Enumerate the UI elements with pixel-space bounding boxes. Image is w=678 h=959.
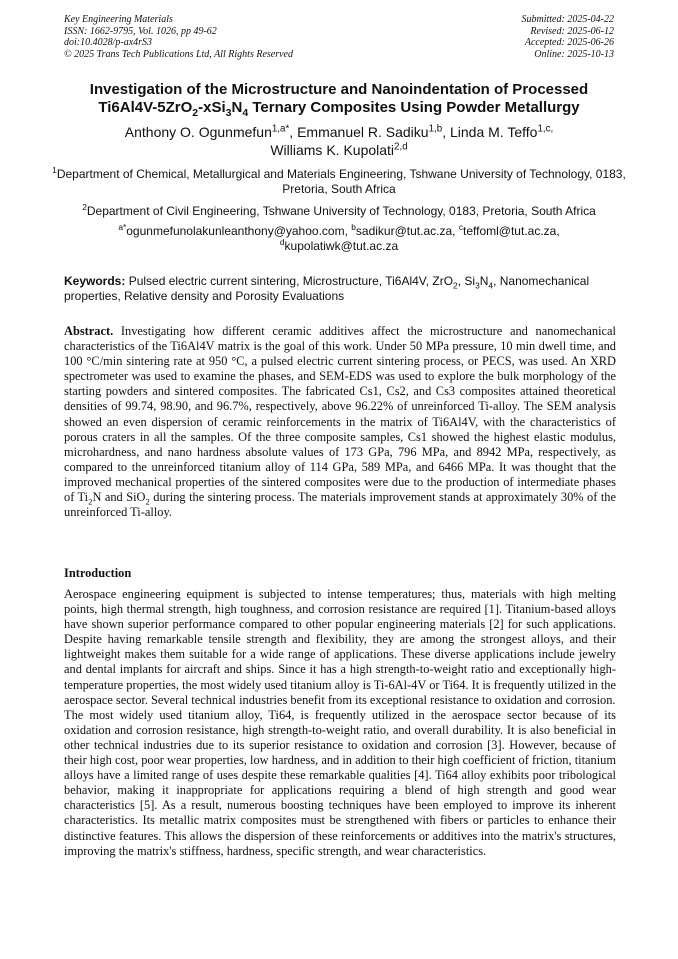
keywords-text: Pulsed electric current sintering, Microstructure, Ti6Al4V, ZrO [125, 274, 454, 288]
journal-issn: ISSN: 1662-9795, Vol. 1026, pp 49-62 [64, 25, 217, 37]
affiliation-text: Department of Civil Engineering, Tshwane University of Technology, 0183, Pretoria, South Africa [86, 204, 596, 218]
abstract-text: N and SiO [92, 490, 146, 505]
keywords [64, 274, 616, 304]
author-separator: , [442, 124, 450, 140]
dates-header [522, 14, 615, 60]
author-affiliation-sup: 2,d [394, 141, 408, 153]
affiliation-1 [50, 167, 628, 197]
email-link[interactable]: sadikur@tut.ac.za, [355, 224, 459, 238]
title-subscript: 3 [225, 107, 232, 119]
journal-name: Key Engineering Materials [64, 14, 173, 25]
author-emails [50, 224, 628, 254]
journal-doi[interactable]: doi:10.4028/p-ax4rS3 [64, 37, 153, 48]
author-affiliation-sup: 1,a* [271, 123, 290, 135]
keywords-text: N [479, 274, 489, 288]
abstract-subscript: 2 [145, 496, 150, 507]
keywords-subscript: 4 [488, 280, 494, 291]
date-revised: Revised: 2025-06-12 [530, 25, 614, 37]
keywords-text: , Nanomechanical properties, Relative density and Porosity Evaluations [64, 274, 590, 303]
email-link[interactable]: teffoml@tut.ac.za, [463, 224, 560, 238]
introduction-body [64, 587, 616, 859]
title-part: -xSi [198, 99, 226, 116]
keywords-subscript: 3 [475, 280, 480, 291]
date-accepted: Accepted: 2025-06-26 [524, 37, 614, 48]
author-line-2 [50, 141, 628, 159]
title-part: Ternary Composites Using Powder Metallurgy [248, 99, 580, 116]
title-part: Ti6Al4V-5ZrO [98, 99, 193, 116]
abstract-text: Investigating how different ceramic additives affect the microstructure and nanomechanical characteristics of the Ti6Al4V matrix is the goal of this work. Under 50 MPa pressure, 10 min dwell time, and 100 °C/min sintering rate at 950 °C, a pulsed electric current sintering process, or PECS, was used. An XRD spectrometer was used to examine the phases, and SEM-EDS was used to explore the bulk morphology of the starting powders and sintered composites. The fabricated Cs1, Cs2, and Cs3 composites attained theoretical densities of 99.74, 98.90, and 96.7%, respectively, above 96.22% of unreinforced Ti-alloy. The SEM analysis showed an even dispersion of ceramic reinforcements in the matrix of Ti6Al4V, with the characteristics of porous craters in all the samples. Of the three composite samples, Cs1 showed the highest elastic modulus, microhardness, and nano hardness absolute values of 173 GPa, 796 MPa, and 8942 MPa, respectively, as compared to the unreinforced titanium alloy of 114 GPa, 589 MPa, and 6466 MPa. It was thought that the improved mechanical properties of the sintered composites were due to the production of intermediate phases of Ti [64, 324, 616, 505]
email-sup: a* [118, 222, 127, 232]
email-line-2 [50, 239, 628, 254]
affiliation-sup: 1 [52, 165, 57, 175]
author-affiliation-sup: 1,c, [537, 123, 554, 135]
title-subscript: 4 [242, 107, 249, 119]
intro-paragraph-1: Aerospace engineering equipment is subjected to intense temperatures; thus, materials with high melting points, high thermal strength, high toughness, and corrosion resistance are required [1]. Titanium-based alloys have shown superior performance compared to other popular engineering materials [2] for such applications. Despite having remarkable tensile strength and flexibility, they are among the strongest alloys, and their lightweight makes them suitable for a wide range of applications. These diverse applications include jewelry and dental implants for aircraft and ships. Since it has a high strength-to-weight ratio and exceptionally high-temperature properties, the most widely used titanium alloy is Ti-6Al-4V or Ti64. It is frequently utilized in the aerospace sector. Several technical industries benefit from its exceptional resistance to oxidation and corrosion. [64, 587, 616, 707]
title-line-2 [50, 99, 628, 117]
author-affiliation-sup: 1,b [428, 123, 443, 135]
abstract-subscript: 2 [88, 496, 93, 507]
keywords-label: Keywords: [64, 274, 126, 288]
intro-paragraph-2: The most widely used titanium alloy, Ti64, is frequently utilized in the aerospace sector because of its oxidation and corrosion resistance, high strength-to-weight ratio, and overall durability. It is also beneficial in other technical industries due to its superior resistance to oxidation and corrosion [3]. However, because of their high cost, poor wear properties, low hardness, and in addition to their high coefficient of friction, titanium alloys have a limited range of uses despite these remarkable qualities [4]. Ti64 alloy exhibits poor tribological behavior, making it inappropriate for applications requiring a blend of high strength and good wear characteristics [5]. As a result, numerous boosting techniques have been employed to improve its inherent characteristics. Its metallic matrix composites must be strengthened with fibers or particles to enhance their distinctive features. This allows the dispersion of these reinforcements or additives into the matrix's structures, improving the matrix's stiffness, hardness, specific strength, and wear characteristics. [64, 707, 616, 858]
author-name: Williams K. Kupolati [270, 142, 395, 158]
paper-title [50, 81, 628, 117]
email-link[interactable]: kupolatiwk@tut.ac.za [284, 239, 399, 253]
title-line-1: Investigation of the Microstructure and Nanoindentation of Processed [89, 81, 589, 98]
keywords-subscript: 2 [453, 280, 458, 291]
email-line-1 [50, 224, 628, 239]
author-name: Emmanuel R. Sadiku [297, 124, 429, 140]
email-sup: c [458, 222, 463, 232]
keywords-text: , Si [457, 274, 476, 288]
title-subscript: 2 [192, 107, 199, 119]
affiliation-2 [50, 204, 628, 219]
abstract-text: during the sintering process. The materials improvement stands at approximately 30% of the unreinforced Ti-alloy. [64, 490, 616, 520]
author-list [50, 123, 628, 159]
email-sup: d [279, 237, 285, 247]
author-name: Linda M. Teffo [450, 124, 538, 140]
journal-copyright: © 2025 Trans Tech Publications Ltd, All Rights Reserved [64, 48, 293, 60]
author-separator: , [289, 124, 298, 140]
affiliation-sup: 2 [82, 202, 87, 212]
author-line-1 [50, 123, 628, 141]
date-submitted: Submitted: 2025-04-22 [521, 14, 614, 25]
email-sup: b [351, 222, 356, 232]
abstract-label: Abstract. [64, 324, 114, 338]
author-name: Anthony O. Ogunmefun [124, 124, 272, 140]
introduction-heading: Introduction [64, 566, 132, 580]
abstract [64, 324, 616, 520]
affiliation-text: Department of Chemical, Metallurgical and Materials Engineering, Tshwane University of Technology, 0183, Pretoria, South Africa [56, 167, 626, 196]
date-online: Online: 2025-10-13 [534, 48, 614, 60]
email-link[interactable]: ogunmefunolakunleanthony@yahoo.com, [126, 224, 352, 238]
title-part: N [231, 99, 243, 116]
journal-header [64, 14, 293, 60]
